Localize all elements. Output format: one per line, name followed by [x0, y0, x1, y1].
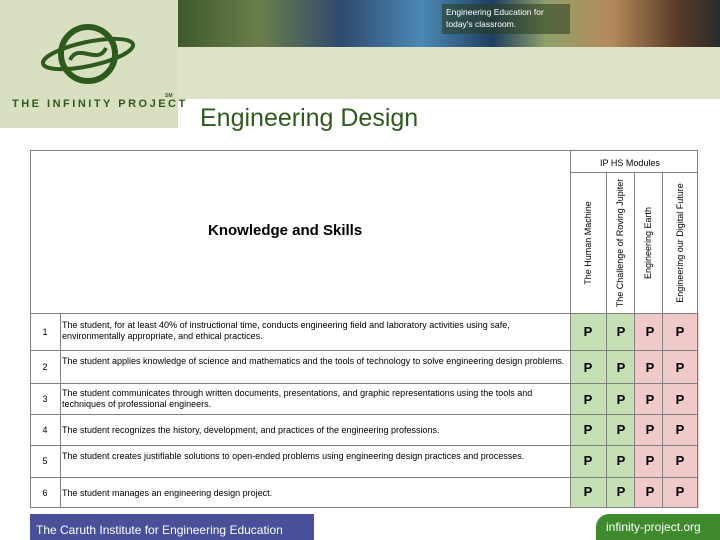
header [0, 0, 720, 132]
grid-line [30, 414, 698, 415]
row-description: The student creates justifiable solutions to open-ended problems using engineering design practices and processes. [62, 451, 525, 461]
grid-line [30, 477, 698, 478]
column-header-human-machine: The Human Machine [582, 201, 593, 285]
column-header-digital-future: Engineering our Digital Future [674, 183, 685, 303]
column-header-roving-jupiter: The Challenge of Roving Jupiter [614, 178, 625, 308]
mark-cell: P [616, 422, 626, 437]
mark-cell: P [583, 422, 593, 437]
mark-cell: P [645, 324, 655, 339]
row-description: The student communicates through written documents, presentations, and graphic representations using the tools and techniques of professional engineers. [62, 388, 533, 409]
mark-cell: P [675, 484, 685, 499]
row-number: 3 [42, 394, 48, 404]
footer-institute: The Caruth Institute for Engineering Education [36, 523, 283, 537]
mark-cell: P [645, 360, 655, 375]
mark-cell: P [675, 360, 685, 375]
page-title: Engineering Design [200, 104, 419, 132]
mark-cell: P [583, 392, 593, 407]
mark-cell: P [675, 453, 685, 468]
footer-url-link[interactable]: infinity-project.org [606, 520, 701, 534]
mark-cell: P [645, 392, 655, 407]
mark-cell: P [675, 324, 685, 339]
logo-service-mark: SM [165, 93, 173, 99]
mark-cell: P [583, 484, 593, 499]
header-band [178, 47, 720, 99]
column-header-engineering-earth: Engineering Earth [642, 206, 653, 280]
row-number: 6 [42, 488, 48, 498]
modules-heading: IP HS Modules [600, 158, 660, 168]
row-description: The student manages an engineering design project. [62, 488, 273, 498]
row-description: The student applies knowledge of science and mathematics and the tools of technology to solve engineering design problems. [62, 356, 565, 366]
mark-cell: P [645, 453, 655, 468]
photo-strip [178, 0, 720, 47]
mark-cell: P [616, 392, 626, 407]
mark-cell: P [583, 324, 593, 339]
mark-cell: P [675, 392, 685, 407]
tagline: Engineering Education for today's classroom. [442, 4, 570, 34]
mark-cell: P [616, 324, 626, 339]
mark-cell: P [616, 453, 626, 468]
mark-cell: P [583, 453, 593, 468]
knowledge-skills-heading: Knowledge and Skills [208, 222, 363, 239]
grid-line [60, 313, 61, 508]
row-description: The student, for at least 40% of instructional time, conducts engineering field and laboratory activities using safe, environmentally appropriate, and ethical practices. [62, 320, 510, 341]
row-number: 4 [42, 425, 48, 435]
mark-cell: P [645, 484, 655, 499]
grid-line [30, 350, 698, 351]
mark-cell: P [675, 422, 685, 437]
row-number: 1 [42, 327, 48, 337]
grid-line [30, 445, 698, 446]
row-number: 5 [42, 456, 48, 466]
row-description: The student recognizes the history, development, and practices of the engineering professions. [62, 425, 440, 435]
mark-cell: P [616, 484, 626, 499]
row-number: 2 [42, 362, 48, 372]
mark-cell: P [645, 422, 655, 437]
infinity-logo-icon [40, 14, 136, 94]
mark-cell: P [583, 360, 593, 375]
mark-cell: P [616, 360, 626, 375]
logo-text: THE INFINITY PROJECT [12, 98, 188, 110]
grid-line [30, 383, 698, 384]
